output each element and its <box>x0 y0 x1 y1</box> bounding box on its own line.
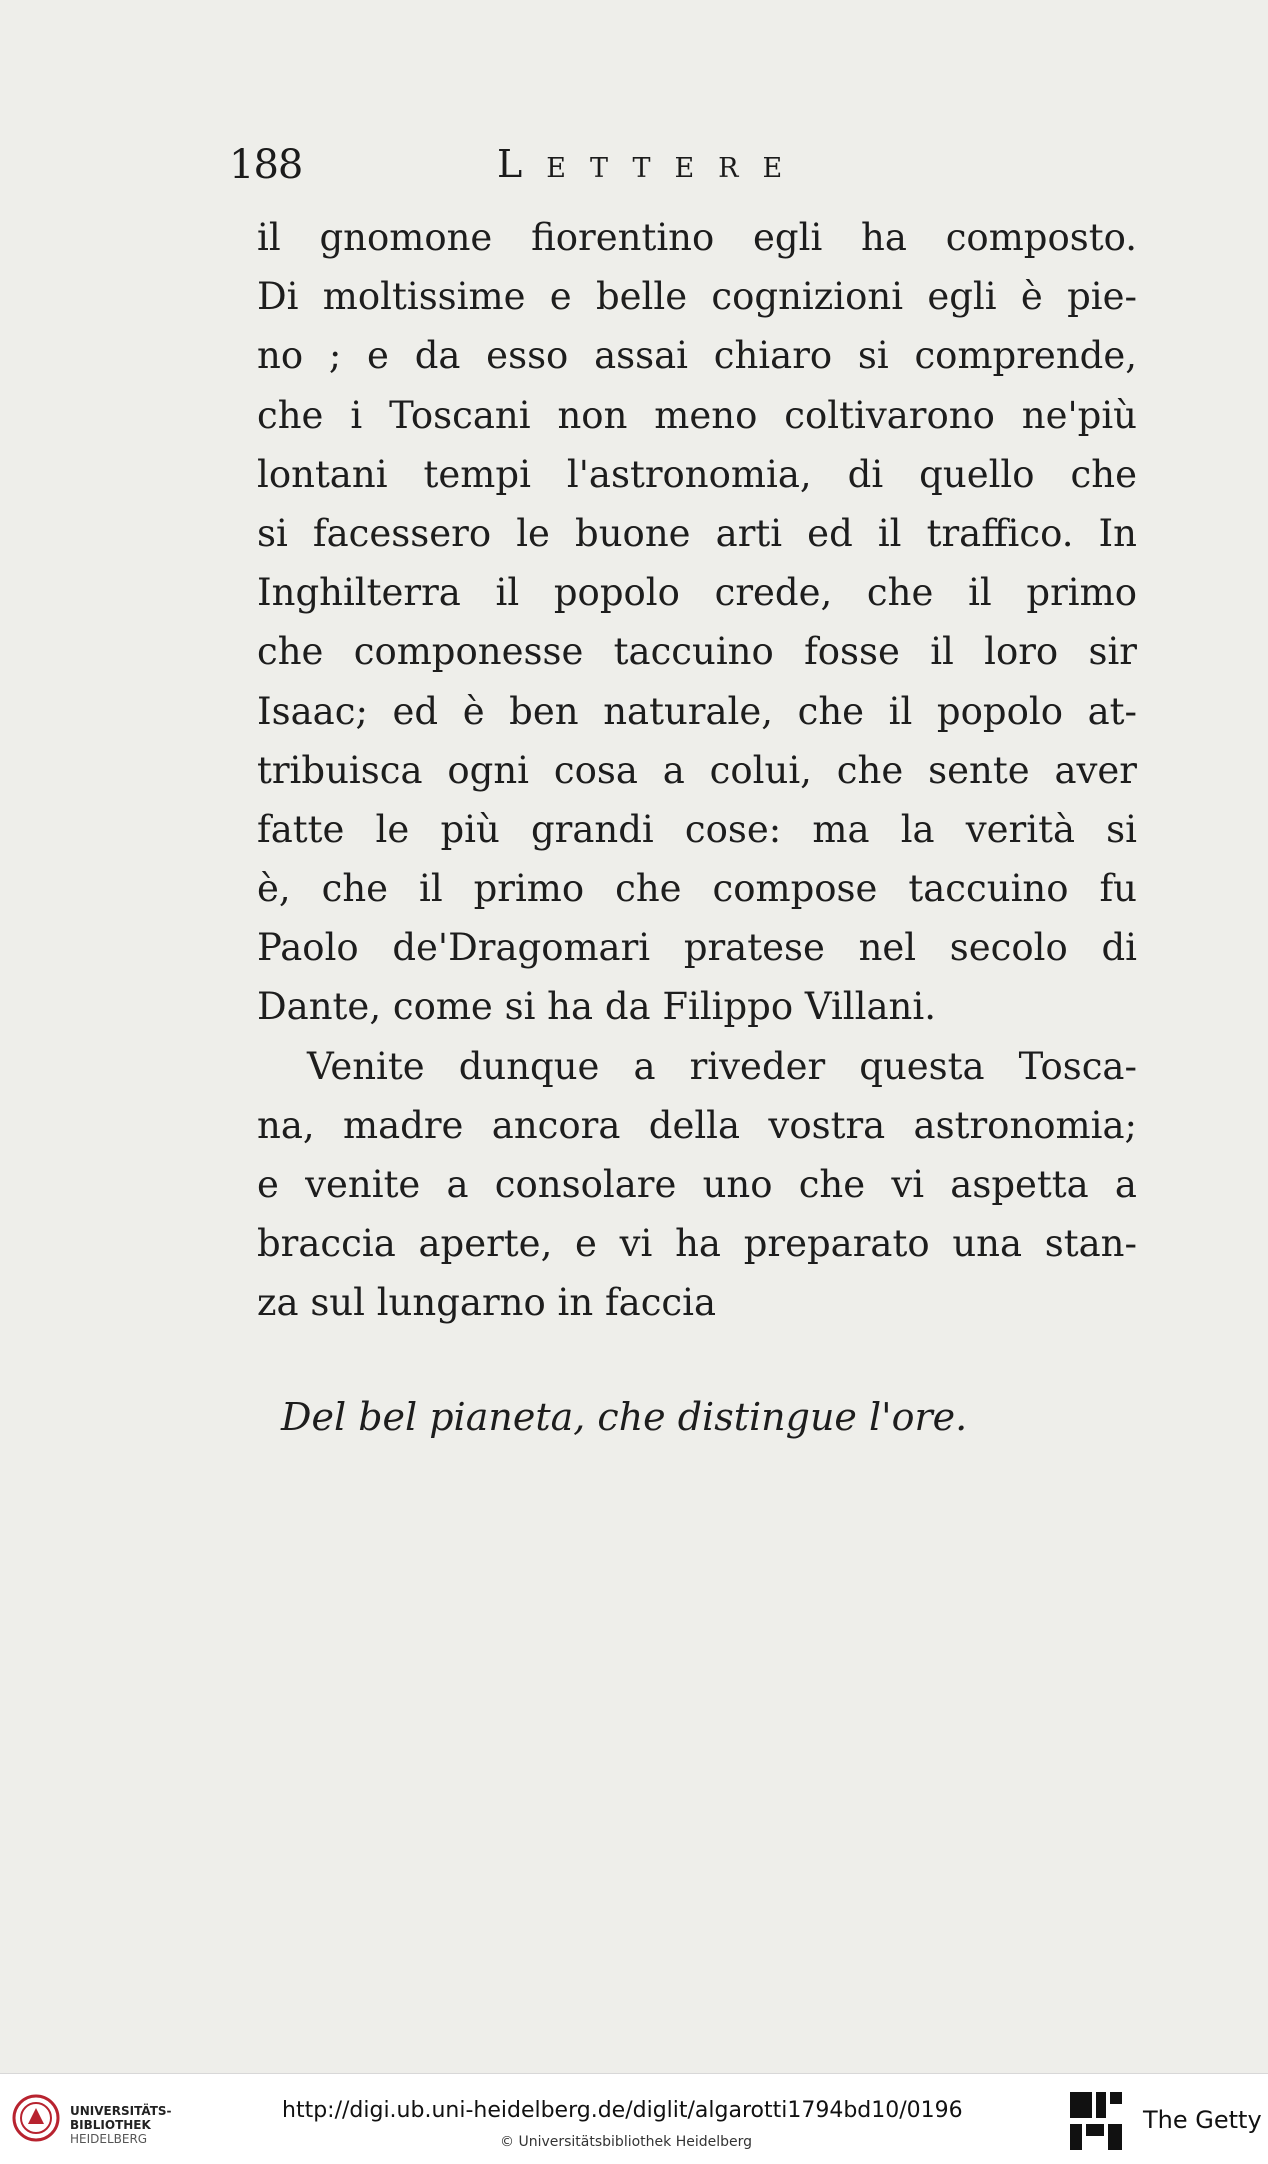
text-line: braccia aperte, e vi ha preparato una stan- <box>257 1222 1137 1266</box>
text-line: il gnomone fiorentino egli ha composto. <box>257 216 1137 259</box>
getty-name[interactable]: The Getty <box>1143 2106 1262 2134</box>
footer-bar <box>0 2073 1268 2164</box>
running-title: Lettere <box>497 142 807 186</box>
text-line: che componesse taccuino fosse il loro sir <box>257 630 1137 674</box>
ub-name-line3: HEIDELBERG <box>70 2132 148 2146</box>
body-text <box>257 208 1137 1333</box>
ub-name-line1: UNIVERSITÄTS- <box>70 2104 172 2118</box>
text-line: Dante, come si ha da Filippo Villani. <box>257 985 936 1029</box>
text-line: che i Toscani non meno coltivarono ne'più <box>257 393 1137 437</box>
text-line: Inghilterra il popolo crede, che il primo <box>257 571 1137 615</box>
text-line: e venite a consolare uno che vi aspetta a <box>257 1163 1137 1206</box>
text-line: Di moltissime e belle cognizioni egli è pie- <box>257 275 1137 319</box>
page-header <box>229 142 1059 198</box>
verse-quote: Del bel pianeta, che distingue l'ore. <box>281 1395 968 1439</box>
text-line: si facessero le buone arti ed il traffico. In <box>257 511 1137 555</box>
ub-heidelberg-logo[interactable] <box>12 2090 172 2150</box>
page-number: 188 <box>229 142 303 188</box>
text-line: za sul lungarno in faccia <box>257 1281 717 1325</box>
text-line: Isaac; ed è ben naturale, che il popolo at- <box>257 689 1137 733</box>
text-line: na, madre ancora della vostra astronomia; <box>257 1103 1137 1147</box>
text-line: lontani tempi l'astronomia, di quello che <box>257 452 1137 496</box>
text-line: no ; e da esso assai chiaro si comprende, <box>257 334 1137 378</box>
copyright-notice: © Universitätsbibliothek Heidelberg <box>500 2134 753 2150</box>
text-line: fatte le più grandi cose: ma la verità si <box>257 807 1137 851</box>
getty-logo-icon[interactable] <box>1066 2088 1126 2154</box>
ub-seal-icon <box>12 2094 60 2142</box>
permalink-url[interactable]: http://digi.ub.uni-heidelberg.de/diglit/algarotti1794bd10/0196 <box>282 2098 963 2123</box>
text-line: Paolo de'Dragomari pratese nel secolo di <box>257 926 1137 970</box>
ub-name-line2: BIBLIOTHEK <box>70 2118 151 2132</box>
text-line: tribuisca ogni cosa a colui, che sente aver <box>257 748 1137 792</box>
ub-name <box>70 2104 172 2146</box>
text-line: è, che il primo che compose taccuino fu <box>257 867 1137 911</box>
text-line: Venite dunque a riveder questa Tosca- <box>307 1044 1137 1088</box>
